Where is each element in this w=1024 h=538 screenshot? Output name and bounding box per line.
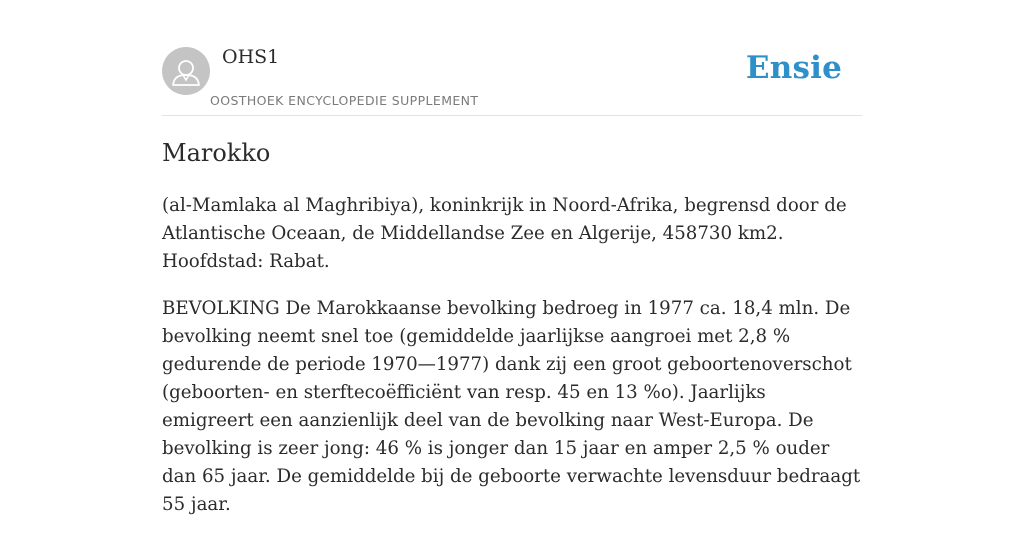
article-paragraph: (al-Mamlaka al Maghribiya), koninkrijk in Noord-Afrika, begrensd door de Atlantische Oceaan, de Middellandse Zee en Algerije, 458730 km2. Hoofdstad: Rabat. (162, 195, 847, 272)
user-silhouette-icon (162, 47, 210, 95)
source-label[interactable]: OOSTHOEK ENCYCLOPEDIE SUPPLEMENT (210, 93, 479, 108)
header-divider (162, 115, 862, 116)
article-card (162, 0, 862, 515)
author-name[interactable]: OHS1 (222, 46, 280, 68)
ensie-logo[interactable]: Ensie (745, 50, 842, 86)
article-title: Marokko (162, 139, 271, 167)
article-body (162, 192, 862, 538)
article-paragraph: BEVOLKING De Marokkaanse bevolking bedroeg in 1977 ca. 18,4 mln. De bevolking neemt snel toe (gemiddelde jaarlijkse aangroei met 2,8 % gedurende de periode 1970—1977) dank zij een groot geboortenoverschot (geboorten- en sterftecoëfficiënt van resp. 45 en 13 %o). Jaarlijks emigreert een aanzienlijk deel van de bevolking naar West-Europa. De bevolking is zeer jong: 46 % is jonger dan 15 jaar en amper 2,5 % ouder dan 65 jaar. De gemiddelde bij de geboorte verwachte levensduur bedraagt 55 jaar. (162, 298, 861, 515)
avatar[interactable] (162, 47, 210, 95)
